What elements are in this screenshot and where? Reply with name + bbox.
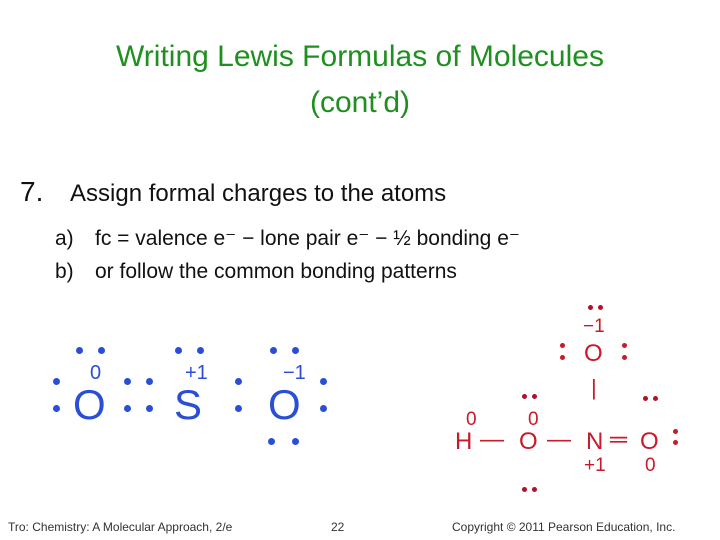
electron-dot xyxy=(588,305,593,310)
electron-dot xyxy=(622,343,627,348)
hno3-atom-h: H xyxy=(455,428,473,455)
footer-page-number: 22 xyxy=(331,520,345,534)
hno3-bond-o-n: — xyxy=(547,426,571,453)
hno3-charge-o-top: −1 xyxy=(583,316,605,337)
hno3-bond-n-o-double: ═ xyxy=(610,426,628,453)
electron-dot xyxy=(522,394,527,399)
electron-dot xyxy=(653,396,658,401)
hno3-atom-o-left: O xyxy=(519,428,538,455)
hno3-charge-o-right: 0 xyxy=(645,455,656,476)
title-line-1: Writing Lewis Formulas of Molecules xyxy=(116,40,604,73)
hno3-charge-o-left: 0 xyxy=(528,409,539,430)
so2-charge-s: +1 xyxy=(185,362,208,384)
hno3-charge-h: 0 xyxy=(466,409,477,430)
hno3-atom-n: N xyxy=(586,428,604,455)
so2-atom-s: S xyxy=(174,381,203,428)
step-heading: Assign formal charges to the atoms xyxy=(70,180,447,207)
electron-dot xyxy=(532,487,537,492)
hno3-charge-n: +1 xyxy=(584,455,606,476)
so2-atom-o-left: O xyxy=(73,381,106,428)
subpoint-b-text: or follow the common bonding patterns xyxy=(95,260,457,283)
step-number: 7. xyxy=(20,176,44,207)
electron-dot xyxy=(560,343,565,348)
title-line-2: (cont’d) xyxy=(309,86,411,119)
electron-dot xyxy=(673,429,678,434)
so2-atom-o-right: O xyxy=(268,381,301,428)
hno3-atom-o-top: O xyxy=(584,340,603,367)
electron-dot xyxy=(522,487,527,492)
electron-dot xyxy=(560,355,565,360)
electron-dot xyxy=(532,394,537,399)
subpoint-a-text: fc = valence e⁻ − lone pair e⁻ − ½ bonding e⁻ xyxy=(95,227,520,250)
footer-copyright: Copyright © 2011 Pearson Education, Inc. xyxy=(452,520,676,534)
electron-dot xyxy=(673,440,678,445)
so2-charge-o-right: −1 xyxy=(283,362,306,384)
electron-dot xyxy=(598,305,603,310)
hno3-atom-o-right: O xyxy=(640,428,659,455)
subpoint-b-label: b) xyxy=(55,260,74,283)
so2-charge-o-left: 0 xyxy=(90,362,102,384)
hno3-bond-vertical: | xyxy=(591,375,597,400)
electron-dot xyxy=(622,355,627,360)
hno3-bond-h-o: — xyxy=(480,426,504,453)
footer-citation: Tro: Chemistry: A Molecular Approach, 2/e xyxy=(8,520,233,534)
electron-dot xyxy=(643,396,648,401)
subpoint-a-label: a) xyxy=(55,227,74,250)
